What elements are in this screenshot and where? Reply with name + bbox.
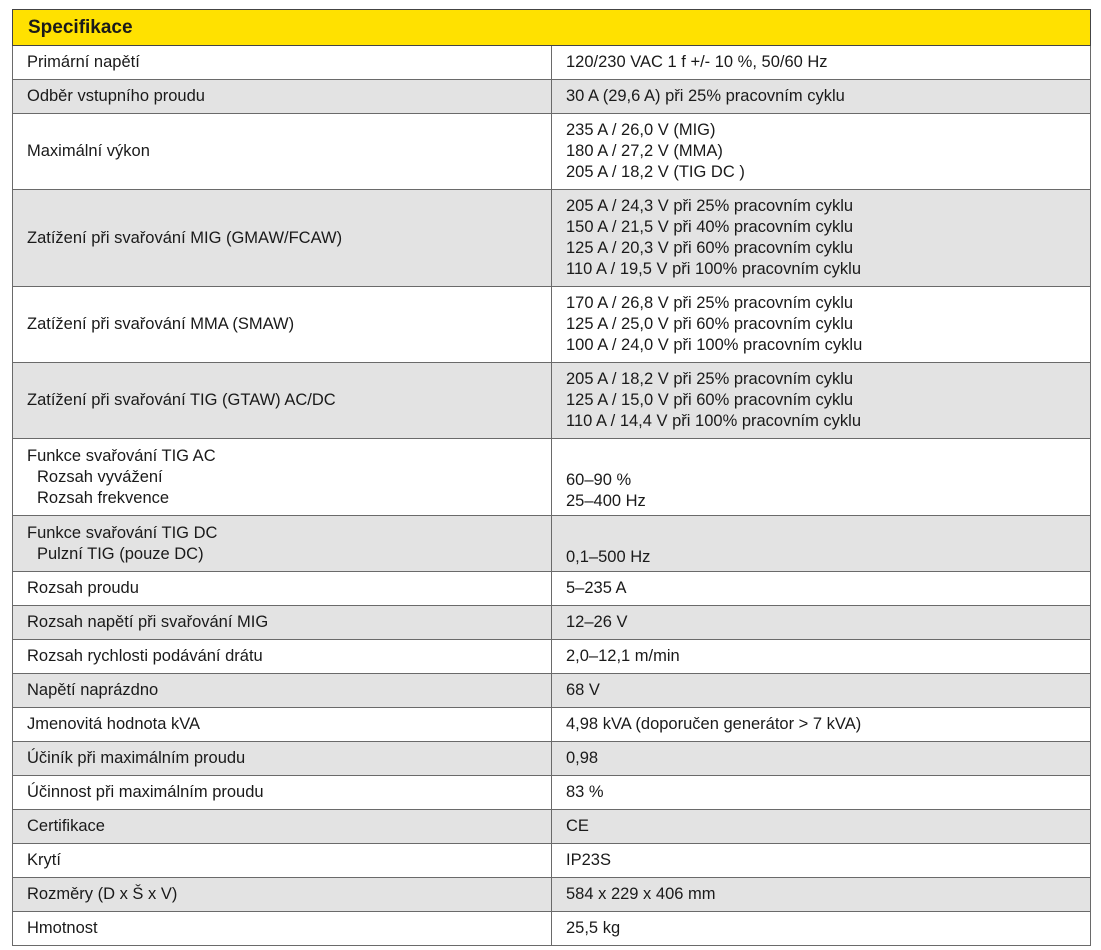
- spec-value-line: 110 A / 14,4 V při 100% pracovním cyklu: [566, 412, 862, 430]
- spec-value: [552, 190, 1091, 287]
- spec-value: [552, 640, 1091, 674]
- spec-label: [13, 572, 552, 606]
- spec-label: [13, 46, 552, 80]
- table-row: [13, 640, 1091, 674]
- spec-label-line: Krytí: [27, 851, 61, 869]
- spec-label: [13, 674, 552, 708]
- spec-label-line: Rozsah frekvence: [37, 488, 170, 507]
- spec-value: [552, 80, 1091, 114]
- spec-label: [13, 606, 552, 640]
- spec-label-line: Hmotnost: [27, 919, 98, 937]
- table-row: [13, 516, 1091, 572]
- spec-label-line: Primární napětí: [27, 53, 140, 71]
- spec-label-line: Rozsah proudu: [27, 579, 139, 597]
- spec-label: [13, 190, 552, 287]
- table-row: [13, 878, 1091, 912]
- table-row: [13, 810, 1091, 844]
- spec-value-line: 25–400 Hz: [566, 492, 646, 510]
- spec-value-line: 235 A / 26,0 V (MIG): [566, 121, 716, 139]
- spec-value-line: 4,98 kVA (doporučen generátor > 7 kVA): [566, 715, 862, 733]
- spec-label-line: Funkce svařování TIG DC: [27, 523, 218, 542]
- spec-value-line: 584 x 229 x 406 mm: [566, 885, 716, 903]
- spec-value-line: 205 A / 18,2 V při 25% pracovním cyklu: [566, 370, 854, 388]
- spec-value-line: 125 A / 20,3 V při 60% pracovním cyklu: [566, 239, 854, 257]
- table-row: [13, 674, 1091, 708]
- spec-value-line: 0,98: [566, 749, 599, 767]
- spec-label: [13, 878, 552, 912]
- table-row: [13, 606, 1091, 640]
- spec-label-line: Zatížení při svařování TIG (GTAW) AC/DC: [27, 391, 336, 409]
- spec-value: [552, 46, 1091, 80]
- spec-value: [552, 844, 1091, 878]
- table-title: Specifikace: [13, 10, 1091, 46]
- spec-label-line: Rozsah rychlosti podávání drátu: [27, 647, 263, 665]
- spec-label: [13, 640, 552, 674]
- spec-value-line: 110 A / 19,5 V při 100% pracovním cyklu: [566, 260, 862, 278]
- table-row: [13, 190, 1091, 287]
- spec-value-line: 125 A / 25,0 V při 60% pracovním cyklu: [566, 315, 854, 333]
- spec-value-line: 205 A / 18,2 V (TIG DC ): [566, 163, 745, 181]
- spec-value: [552, 912, 1091, 946]
- spec-label-line: Certifikace: [27, 817, 105, 835]
- spec-label: [13, 844, 552, 878]
- spec-label-line: Funkce svařování TIG AC: [27, 446, 216, 465]
- spec-value: [552, 708, 1091, 742]
- spec-label: [13, 742, 552, 776]
- spec-label: [13, 776, 552, 810]
- spec-label-line: Účinnost při maximálním proudu: [27, 783, 264, 801]
- table-row: [13, 844, 1091, 878]
- table-row: [13, 46, 1091, 80]
- spec-label: [13, 912, 552, 946]
- spec-value-line: 170 A / 26,8 V při 25% pracovním cyklu: [566, 294, 854, 312]
- spec-value-line: 120/230 VAC 1 f +/- 10 %, 50/60 Hz: [566, 53, 828, 71]
- spec-label: [13, 439, 552, 516]
- spec-value-line: 83 %: [566, 783, 604, 801]
- spec-label: [13, 363, 552, 439]
- table-row: [13, 439, 1091, 516]
- spec-value-line: 100 A / 24,0 V při 100% pracovním cyklu: [566, 336, 863, 354]
- spec-value-line: IP23S: [566, 851, 611, 869]
- table-row: [13, 776, 1091, 810]
- spec-value-line: 180 A / 27,2 V (MMA): [566, 142, 723, 160]
- spec-label-line: Zatížení při svařování MIG (GMAW/FCAW): [27, 228, 343, 247]
- spec-value: [552, 439, 1091, 516]
- table-row: [13, 708, 1091, 742]
- spec-value-line: 2,0–12,1 m/min: [566, 647, 680, 665]
- spec-value: [552, 363, 1091, 439]
- table-row: [13, 287, 1091, 363]
- table-row: [13, 80, 1091, 114]
- spec-label-line: Odběr vstupního proudu: [27, 87, 205, 105]
- spec-label-line: Jmenovitá hodnota kVA: [27, 715, 201, 733]
- spec-label-line: Zatížení při svařování MMA (SMAW): [27, 315, 295, 333]
- table-row: [13, 742, 1091, 776]
- spec-value: [552, 606, 1091, 640]
- spec-table-container: [12, 9, 1090, 946]
- spec-label-line: Rozsah vyvážení: [37, 467, 163, 486]
- spec-label-line: Napětí naprázdno: [27, 681, 159, 699]
- spec-value: [552, 776, 1091, 810]
- spec-value-line: 205 A / 24,3 V při 25% pracovním cyklu: [566, 197, 854, 215]
- spec-table: [12, 9, 1091, 946]
- spec-value-line: CE: [566, 817, 589, 835]
- spec-value-line: 125 A / 15,0 V při 60% pracovním cyklu: [566, 391, 854, 409]
- spec-label-line: Pulzní TIG (pouze DC): [37, 544, 204, 563]
- spec-value: [552, 287, 1091, 363]
- table-row: [13, 572, 1091, 606]
- spec-label: [13, 114, 552, 190]
- spec-value-line: 150 A / 21,5 V při 40% pracovním cyklu: [566, 218, 854, 236]
- spec-value: [552, 516, 1091, 572]
- spec-value-line: 68 V: [566, 681, 600, 699]
- spec-label: [13, 810, 552, 844]
- spec-value-line: 12–26 V: [566, 613, 628, 631]
- spec-label-line: Rozměry (D x Š x V): [27, 885, 178, 903]
- spec-value: [552, 114, 1091, 190]
- spec-value: [552, 674, 1091, 708]
- spec-value: [552, 742, 1091, 776]
- table-row: [13, 363, 1091, 439]
- spec-value-line: 25,5 kg: [566, 919, 621, 937]
- spec-label-line: Maximální výkon: [27, 142, 150, 160]
- spec-label: [13, 708, 552, 742]
- table-header-row: [13, 10, 1091, 46]
- spec-label-line: Účiník při maximálním proudu: [27, 749, 246, 767]
- spec-value-line: 60–90 %: [566, 471, 632, 489]
- spec-label: [13, 287, 552, 363]
- spec-value: [552, 810, 1091, 844]
- spec-value: [552, 878, 1091, 912]
- spec-label: [13, 80, 552, 114]
- spec-value: [552, 572, 1091, 606]
- spec-value-line: 0,1–500 Hz: [566, 548, 651, 566]
- table-row: [13, 114, 1091, 190]
- spec-value-line: 5–235 A: [566, 579, 627, 597]
- table-row: [13, 912, 1091, 946]
- spec-label-line: Rozsah napětí při svařování MIG: [27, 613, 269, 631]
- spec-value-line: 30 A (29,6 A) při 25% pracovním cyklu: [566, 87, 845, 105]
- spec-label: [13, 516, 552, 572]
